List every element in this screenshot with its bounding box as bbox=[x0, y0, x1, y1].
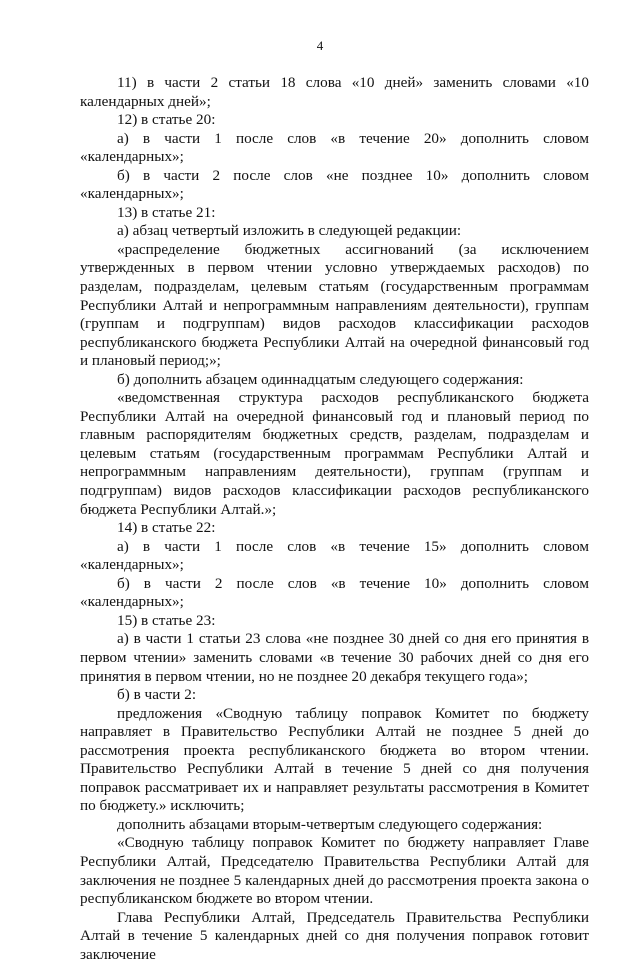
paragraph-13a-quote: «распределение бюджетных ассигнований (за исключением утвержденных в первом чтении условно утверждаемых расходов) по разделам, подразделам, целевым статьям (государственным программам Республики Алтай и непрограммным направлениям деятельности), группам (группам и подгруппам) видов расходов классификации расходов республиканского бюджета Республики Алтай на очередной финансовый год и плановый период;»; bbox=[80, 240, 589, 370]
paragraph-14a: а) в части 1 после слов «в течение 15» дополнить словом «календарных»; bbox=[80, 537, 589, 574]
paragraph-14b: б) в части 2 после слов «в течение 10» дополнить словом «календарных»; bbox=[80, 574, 589, 611]
paragraph-15b-quote-1: «Сводную таблицу поправок Комитет по бюджету направляет Главе Республики Алтай, Председателю Правительства Республики Алтай для заключения не позднее 5 календарных дней до рассмотрения проекта закона о республиканском бюджете во втором чтении. bbox=[80, 834, 589, 908]
paragraph-item-13: 13) в статье 21: bbox=[117, 203, 216, 221]
paragraph-15b-sentences: предложения «Сводную таблицу поправок Комитет по бюджету направляет в Правительство Республики Алтай не позднее 5 дней до рассмотрения проекта республиканского бюджета во втором чтении. Правительство Республики Алтай в течение 5 дней со дня получения поправок рассматривает их и направляет результаты рассмотрения в Комитет по бюджету.» исключить; bbox=[80, 704, 589, 815]
paragraph-item-15: 15) в статье 23: bbox=[117, 611, 216, 629]
paragraph-item-12: 12) в статье 20: bbox=[117, 111, 216, 129]
paragraph-15b: б) в части 2: bbox=[117, 686, 197, 704]
page-number: 4 bbox=[316, 38, 324, 53]
paragraph-12a: а) в части 1 после слов «в течение 20» дополнить словом «календарных»; bbox=[80, 129, 589, 166]
paragraph-item-14: 14) в статье 22: bbox=[117, 519, 216, 537]
paragraph-13b: б) дополнить абзацем одиннадцатым следующего содержания: bbox=[117, 370, 524, 388]
paragraph-item-11: 11) в части 2 статьи 18 слова «10 дней» заменить словами «10 календарных дней»; bbox=[80, 74, 589, 110]
paragraph-13b-quote: «ведомственная структура расходов республиканского бюджета Республики Алтай на очередной финансовый год и плановый период по главным распорядителям бюджетных средств, разделам, подразделам и целевым статьям (государственным программам Республики Алтай и непрограммным направлениям деятельности), группам (группам и подгруппам) видов расходов классификации расходов республиканского бюджета Республики Алтай.»; bbox=[80, 389, 589, 518]
paragraph-15a: а) в части 1 статьи 23 слова «не позднее 30 дней со дня его принятия в первом чтении» заменить словами «в течение 30 рабочих дней со дня его принятия в первом чтении, но не позднее 20 декабря текущего года»; bbox=[80, 630, 589, 685]
document-body bbox=[80, 74, 589, 964]
paragraph-13a: а) абзац четвертый изложить в следующей редакции: bbox=[117, 222, 462, 240]
paragraph-15b-quote-2: Глава Республики Алтай, Председатель Правительства Республики Алтай в течение 5 календарных дней со дня получения поправок готовит заключение bbox=[80, 908, 589, 963]
paragraph-12b: б) в части 2 после слов «не позднее 10» дополнить словом «календарных»; bbox=[80, 166, 589, 203]
paragraph-15b-add: дополнить абзацами вторым-четвертым следующего содержания: bbox=[117, 815, 543, 833]
